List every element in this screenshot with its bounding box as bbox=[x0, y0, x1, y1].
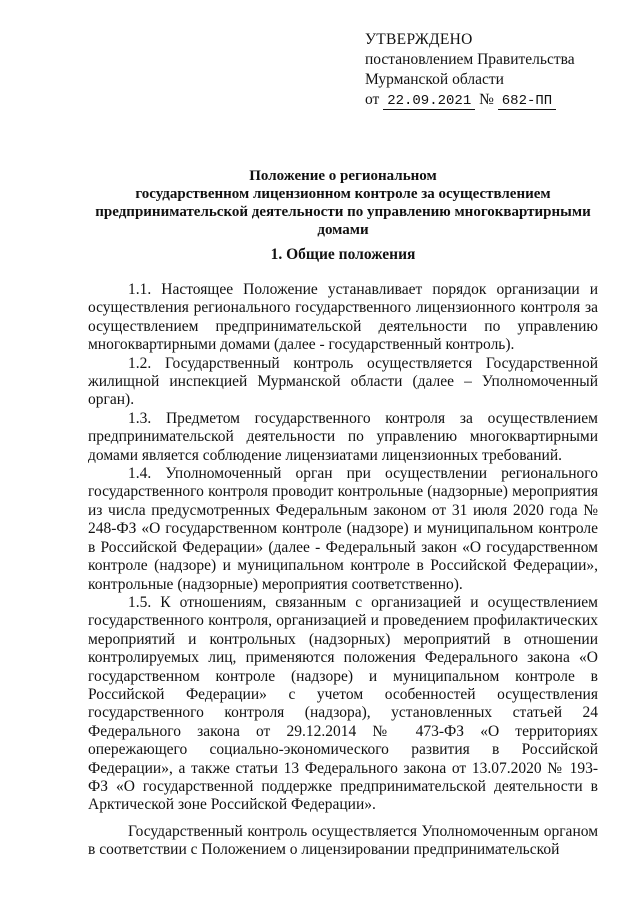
approval-heading: УТВЕРЖДЕНО bbox=[365, 31, 473, 48]
from-label: от bbox=[365, 91, 380, 108]
paragraph-1-2: 1.2. Государственный контроль осуществляется Государственной жилищной инспекцией Мурманской области (далее – Уполномоченный орган). bbox=[88, 354, 598, 409]
document-title bbox=[88, 167, 598, 239]
title-line-4: домами bbox=[317, 222, 369, 238]
approval-number: 682-ПП bbox=[498, 93, 556, 110]
approval-date: 22.09.2021 bbox=[383, 93, 475, 110]
title-line-2: государственном лицензионном контроле за осуществлением bbox=[135, 186, 551, 202]
paragraph-1-1: 1.1. Настоящее Положение устанавливает порядок организации и осуществления регионального государственного лицензионного контроля за осуществлением предпринимательской деятельности по управлению многоквартирными домами (далее - государственный контроль). bbox=[88, 281, 598, 354]
section-heading: 1. Общие положения bbox=[270, 246, 416, 263]
number-label: № bbox=[479, 91, 494, 108]
paragraph-1-5: 1.5. К отношениям, связанным с организацией и осуществлением государственного контроля, организацией и проведением профилактических мероприятий и контрольных (надзорных) мероприятий в отношении контролируемых лиц, применяются положения Федерального закона «О государственном контроле (надзоре) и муниципальном контроле в Российской Федерации» с учетом особенностей осуществления государственного контроля (надзора), установленных статьей 24 Федерального закона от 29.12.2014 № 473-ФЗ «О территориях опережающего социально-экономического развития в Российской Федерации», а также статьи 13 Федерального закона от 13.07.2020 № 193-ФЗ «О государственной поддержке предпринимательской деятельности в Арктической зоне Российской Федерации». bbox=[88, 593, 598, 814]
paragraph-continuation: Государственный контроль осуществляется Уполномоченным органом в соответствии с Положением о лицензировании предпринимательской bbox=[88, 822, 598, 859]
paragraph-1-4: 1.4. Уполномоченный орган при осуществлении регионального государственного контроля проводит контрольные (надзорные) мероприятия из числа предусмотренных Федеральным законом от 31 июля 2020 года № 248-ФЗ «О государственном контроле (надзоре) и муниципальном контроле в Российской Федерации» (далее - Федеральный закон «О государственном контроле (надзоре) и муниципальном контроле в Российской Федерации», контрольные (надзорные) мероприятия соответственно). bbox=[88, 465, 598, 593]
paragraph-1-3: 1.3. Предметом государственного контроля за осуществлением предпринимательской деятельности по управлению многоквартирными домами является соблюдение лицензиатами лицензионных требований. bbox=[88, 409, 598, 464]
approval-line-2: Мурманской области bbox=[365, 71, 504, 88]
approval-line-1: постановлением Правительства bbox=[365, 51, 575, 68]
approval-block bbox=[365, 30, 575, 111]
title-line-1: Положение о региональном bbox=[249, 168, 437, 184]
title-line-3: предпринимательской деятельности по управлению многоквартирными bbox=[95, 204, 591, 220]
document-body bbox=[88, 281, 598, 860]
approval-date-line bbox=[365, 90, 575, 111]
